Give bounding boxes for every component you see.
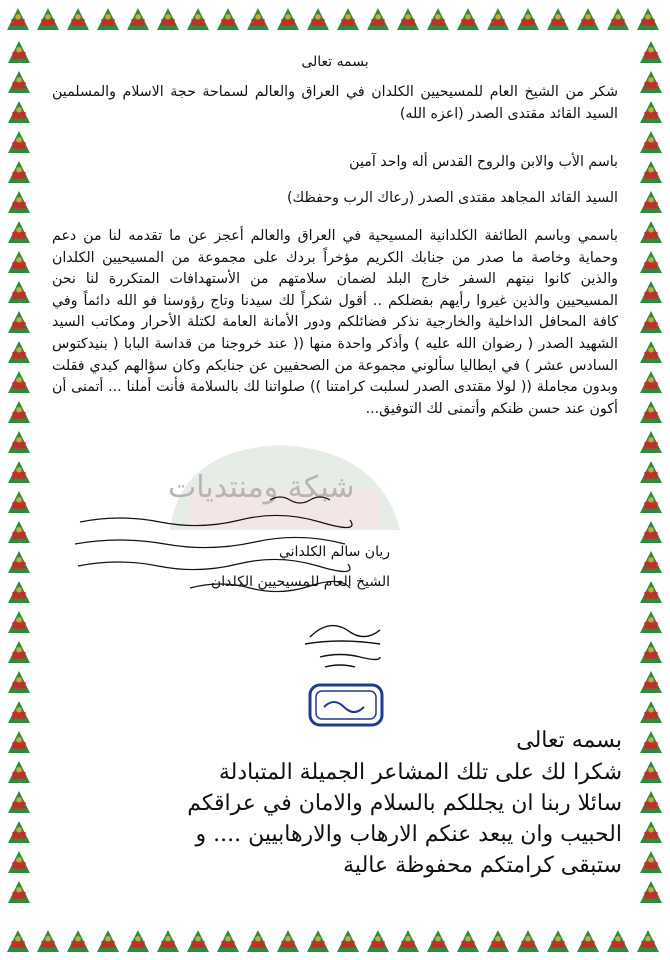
border-motif <box>367 8 389 30</box>
border-motif <box>640 221 662 243</box>
border-motif <box>640 581 662 603</box>
border-motif <box>307 8 329 30</box>
border-motif <box>547 930 569 952</box>
border-motif <box>337 8 359 30</box>
border-motif <box>640 401 662 423</box>
border-motif <box>640 641 662 663</box>
border-motif <box>8 341 30 363</box>
border-motif <box>157 930 179 952</box>
border-motif <box>640 101 662 123</box>
border-motif <box>8 311 30 333</box>
border-motif <box>8 521 30 543</box>
border-motif <box>37 8 59 30</box>
border-motif <box>640 701 662 723</box>
border-motif <box>640 761 662 783</box>
border-motif <box>607 930 629 952</box>
decorative-border-right <box>632 38 670 922</box>
border-motif <box>67 8 89 30</box>
border-motif <box>640 821 662 843</box>
border-motif <box>640 251 662 273</box>
letter-header: بسمه تعالى <box>301 54 369 70</box>
border-motif <box>97 930 119 952</box>
official-seal <box>308 683 384 727</box>
border-motif <box>640 431 662 453</box>
border-motif <box>8 131 30 153</box>
sender-title: الشيخ العام للمسيحيين الكلدان <box>211 574 390 590</box>
border-motif <box>640 791 662 813</box>
border-motif <box>8 371 30 393</box>
reply-line-5: ستبقى كرامتكم محفوظة عالية <box>343 853 622 878</box>
border-motif <box>640 71 662 93</box>
border-motif <box>8 251 30 273</box>
border-motif <box>8 851 30 873</box>
border-motif <box>427 930 449 952</box>
border-motif <box>8 611 30 633</box>
watermark-text: شبكة ومنتديات <box>168 470 355 505</box>
border-motif <box>640 521 662 543</box>
border-motif <box>8 281 30 303</box>
border-motif <box>640 161 662 183</box>
border-motif <box>640 881 662 903</box>
border-motif <box>640 311 662 333</box>
letter-paragraph-2: باسم الأب والابن والروح القدس أله واحد آمين <box>349 154 618 170</box>
border-motif <box>8 731 30 753</box>
border-motif <box>8 641 30 663</box>
border-motif <box>427 8 449 30</box>
border-motif <box>8 491 30 513</box>
border-motif <box>640 341 662 363</box>
border-motif <box>640 731 662 753</box>
border-motif <box>607 8 629 30</box>
border-motif <box>640 851 662 873</box>
letter-paragraph-3: السيد القائد المجاهد مقتدى الصدر (رعاك الرب وحفظك) <box>287 190 618 206</box>
border-motif <box>247 8 269 30</box>
border-motif <box>217 8 239 30</box>
border-motif <box>8 71 30 93</box>
border-motif <box>637 930 659 952</box>
border-motif <box>8 761 30 783</box>
decorative-border-top <box>0 0 670 38</box>
border-motif <box>8 431 30 453</box>
border-motif <box>127 8 149 30</box>
border-motif <box>8 191 30 213</box>
reply-line-1: بسمه تعالى <box>516 728 622 753</box>
border-motif <box>277 8 299 30</box>
letter-paragraph-1: شكر من الشيخ العام للمسيحيين الكلدان في العراق والعالم لسماحة حجة الاسلام والمسلمين السيد القائد مقتدى الصدر (اعزه الله) <box>52 84 618 122</box>
border-motif <box>640 551 662 573</box>
border-motif <box>487 930 509 952</box>
border-motif <box>8 101 30 123</box>
border-motif <box>8 881 30 903</box>
border-motif <box>307 930 329 952</box>
border-motif <box>277 930 299 952</box>
border-motif <box>8 581 30 603</box>
border-motif <box>577 930 599 952</box>
border-motif <box>640 611 662 633</box>
border-motif <box>187 930 209 952</box>
sender-name: ريان سالم الكلداني <box>278 544 390 560</box>
border-motif <box>7 930 29 952</box>
border-motif <box>8 551 30 573</box>
border-motif <box>8 41 30 63</box>
border-motif <box>457 930 479 952</box>
border-motif <box>397 8 419 30</box>
border-motif <box>8 401 30 423</box>
border-motif <box>640 191 662 213</box>
border-motif <box>187 8 209 30</box>
border-motif <box>577 8 599 30</box>
border-motif <box>8 221 30 243</box>
border-motif <box>517 8 539 30</box>
border-motif <box>127 930 149 952</box>
border-motif <box>97 8 119 30</box>
border-motif <box>7 8 29 30</box>
border-motif <box>457 8 479 30</box>
border-motif <box>640 41 662 63</box>
border-motif <box>8 821 30 843</box>
border-motif <box>8 791 30 813</box>
decorative-border-bottom <box>0 922 670 960</box>
border-motif <box>397 930 419 952</box>
border-motif <box>640 281 662 303</box>
border-motif <box>367 930 389 952</box>
border-motif <box>157 8 179 30</box>
border-motif <box>640 131 662 153</box>
reply-line-3: سائلا ربنا ان يجللكم بالسلام والامان في عراقكم <box>187 791 622 816</box>
border-motif <box>8 671 30 693</box>
decorative-border-left <box>0 38 38 922</box>
border-motif <box>67 930 89 952</box>
border-motif <box>8 461 30 483</box>
signature <box>300 612 390 672</box>
border-motif <box>247 930 269 952</box>
border-motif <box>640 461 662 483</box>
border-motif <box>37 930 59 952</box>
border-motif <box>8 701 30 723</box>
border-motif <box>637 8 659 30</box>
border-motif <box>517 930 539 952</box>
border-motif <box>640 491 662 513</box>
letter-paragraph-4: باسمي وباسم الطائفة الكلدانية المسيحية في العراق والعالم أعجز عن ما تقدمه لنا من دعم وحماية وخاصة ما صدر من جنابك الكريم مؤخراً بردك على مجموعة من المسيحيين الكلدان والذين كانوا نيتهم السفر خارج البلد لضمان سلامتهم من الأستهدافات المتكررة لنا نحن المسيحيين والذين غيروا رأيهم بفضلكم .. أقول شكراً لك سيدنا وتاج رؤوسنا فو الله دائماً وفي كافة المحافل الداخلية والخارجية نذكر فضائلكم ودور الأمانة العامة لكتلة الأحرار ومكاتب السيد الشهيد الصدر ( رضوان الله عليه ) وأذكر واحدة منها (( عند خروجنا من قداسة البابا ( بنيدكتوس السادس عشر ) في ايطاليا سألوني مجموعة من الصحفيين عن جنابكم وكان سؤالهم كيدي فقلت وبدون مجاملة (( لولا مقتدى الصدر لسلبت كرامتنا )) صلواتنا لك بالسلامة فأنت أملنا ... أتمنى أن أكون عند حسن ظنكم وأتمنى لك التوفيق... <box>52 228 618 417</box>
reply-line-2: شكرا لك على تلك المشاعر الجميلة المتبادلة <box>218 760 622 785</box>
border-motif <box>8 161 30 183</box>
border-motif <box>337 930 359 952</box>
border-motif <box>217 930 239 952</box>
border-motif <box>547 8 569 30</box>
border-motif <box>487 8 509 30</box>
border-motif <box>640 371 662 393</box>
border-motif <box>640 671 662 693</box>
reply-line-4: الحبيب وان يبعد عنكم الارهاب والارهابيين .... و <box>195 822 622 847</box>
